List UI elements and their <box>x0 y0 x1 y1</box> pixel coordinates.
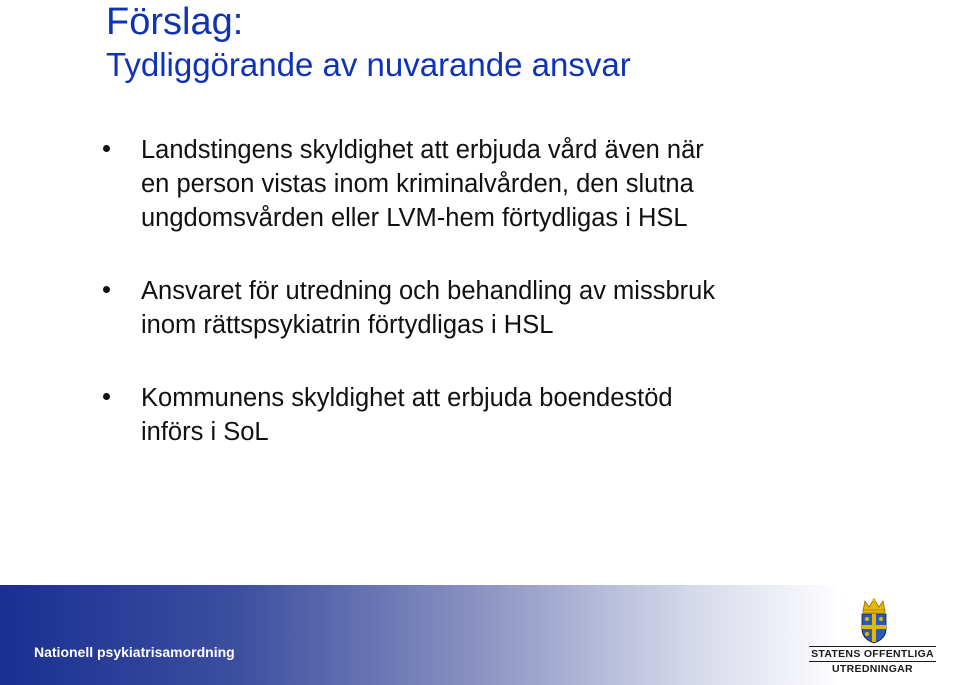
bullet-line: införs i SoL <box>141 418 269 446</box>
bullet-line: ungdomsvården eller LVM-hem förtydligas i HSL <box>141 204 688 232</box>
logo-rule-middle <box>809 661 936 662</box>
swedish-crest-icon <box>855 597 893 645</box>
bullet-line: Kommunens skyldighet att erbjuda boendestöd <box>141 384 673 412</box>
bullet-dot-icon <box>103 286 110 293</box>
bullet-item <box>100 381 900 449</box>
bullet-line: Ansvaret för utredning och behandling av missbruk <box>141 277 716 305</box>
logo-text-line-2: UTREDNINGAR <box>832 663 913 675</box>
title-line-1: Förslag: <box>106 1 244 43</box>
logo-text-line-1: STATENS OFFENTLIGA <box>811 648 934 660</box>
footer-org-name: Nationell psykiatrisamordning <box>34 644 235 660</box>
bullet-item <box>100 133 900 235</box>
bullet-dot-icon <box>103 145 110 152</box>
bullet-line: Landstingens skyldighet att erbjuda vård även när <box>141 136 704 164</box>
slide-title <box>106 0 631 86</box>
bullet-dot-icon <box>103 393 110 400</box>
bullet-item <box>100 274 900 342</box>
bullet-list <box>100 133 900 449</box>
logo-rule-top <box>809 646 936 647</box>
sou-logo <box>805 595 940 681</box>
bullet-line: en person vistas inom kriminalvården, den slutna <box>141 170 694 198</box>
title-line-2: Tydliggörande av nuvarande ansvar <box>106 46 631 83</box>
footer-bar <box>0 585 959 685</box>
bullet-line: inom rättspsykiatrin förtydligas i HSL <box>141 311 554 339</box>
